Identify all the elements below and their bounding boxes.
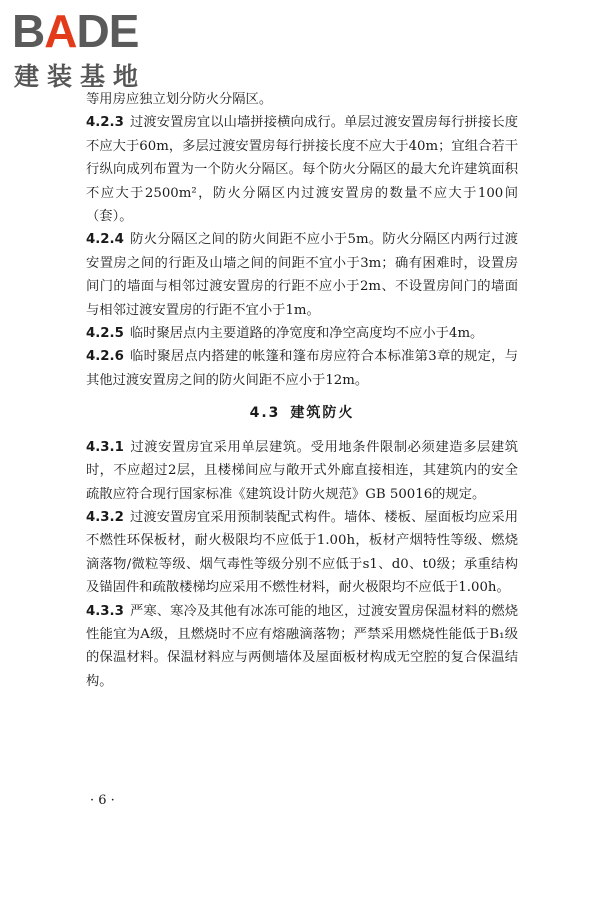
clause-4-3-1: 4.3.1 过渡安置房宜采用单层建筑。受用地条件限制必须建造多层建筑时，不应超过2层，且楼梯间应与敞开式外廊直接相连，其建筑内的安全疏散应符合现行国家标准《建筑设计防火规范》GB 50016的规定。 bbox=[86, 439, 518, 502]
clause-4-2-6: 4.2.6 临时聚居点内搭建的帐篷和篷布房应符合本标准第3章的规定，与其他过渡安置房之间的防火间距不应小于12m。 bbox=[86, 349, 518, 388]
document-body bbox=[86, 88, 518, 693]
intro-line: 等用房应独立划分防火分隔区。 bbox=[86, 92, 273, 107]
page-number: · 6 · bbox=[90, 793, 115, 808]
clause-4-2-4: 4.2.4 防火分隔区之间的防火间距不应小于5m。防火分隔区内两行过渡安置房之间的行距及山墙之间的间距不宜小于3m；确有困难时，设置房间门的墙面与相邻过渡安置房的行距不应小于2m、不设置房间门的墙面与相邻过渡安置房的行距不宜小于1m。 bbox=[86, 232, 518, 318]
clause-4-2-5: 4.2.5 临时聚居点内主要道路的净宽度和净空高度均不应小于4m。 bbox=[86, 326, 484, 342]
section-heading: 4.3 建筑防火 bbox=[249, 405, 355, 422]
brand-logo bbox=[12, 6, 182, 96]
clause-4-2-3: 4.2.3 过渡安置房宜以山墙拼接横向成行。单层过渡安置房每行拼接长度不应大于60m，多层过渡安置房每行拼接长度不应大于40m；宜组合若干行纵向成列布置为一个防火分隔区。每个防火分隔区的最大允许建筑面积不应大于2500m²，防火分隔区内过渡安置房的数量不应大于100间（套）。 bbox=[86, 115, 518, 225]
logo-wordmark: BADE bbox=[12, 5, 139, 57]
logo-subtitle: 建装基地 bbox=[14, 62, 147, 91]
clause-4-3-2: 4.3.2 过渡安置房宜采用预制装配式构件。墙体、楼板、屋面板均应采用不燃性环保板材，耐火极限均不应低于1.00h，板材产烟特性等级、燃烧滴落物/微粒等级、烟气毒性等级分别不应低于s1、d0、t0级；承重结构及锚固件和疏散楼梯均应采用不燃性材料，耐火极限均不应低于1.00h。 bbox=[86, 509, 518, 596]
clause-4-3-3: 4.3.3 严寒、寒冷及其他有冰冻可能的地区，过渡安置房保温材料的燃烧性能宜为A级，且燃烧时不应有熔融滴落物；严禁采用燃烧性能低于B₁级的保温材料。保温材料应与两侧墙体及屋面板材构成无空腔的复合保温结构。 bbox=[86, 603, 518, 689]
